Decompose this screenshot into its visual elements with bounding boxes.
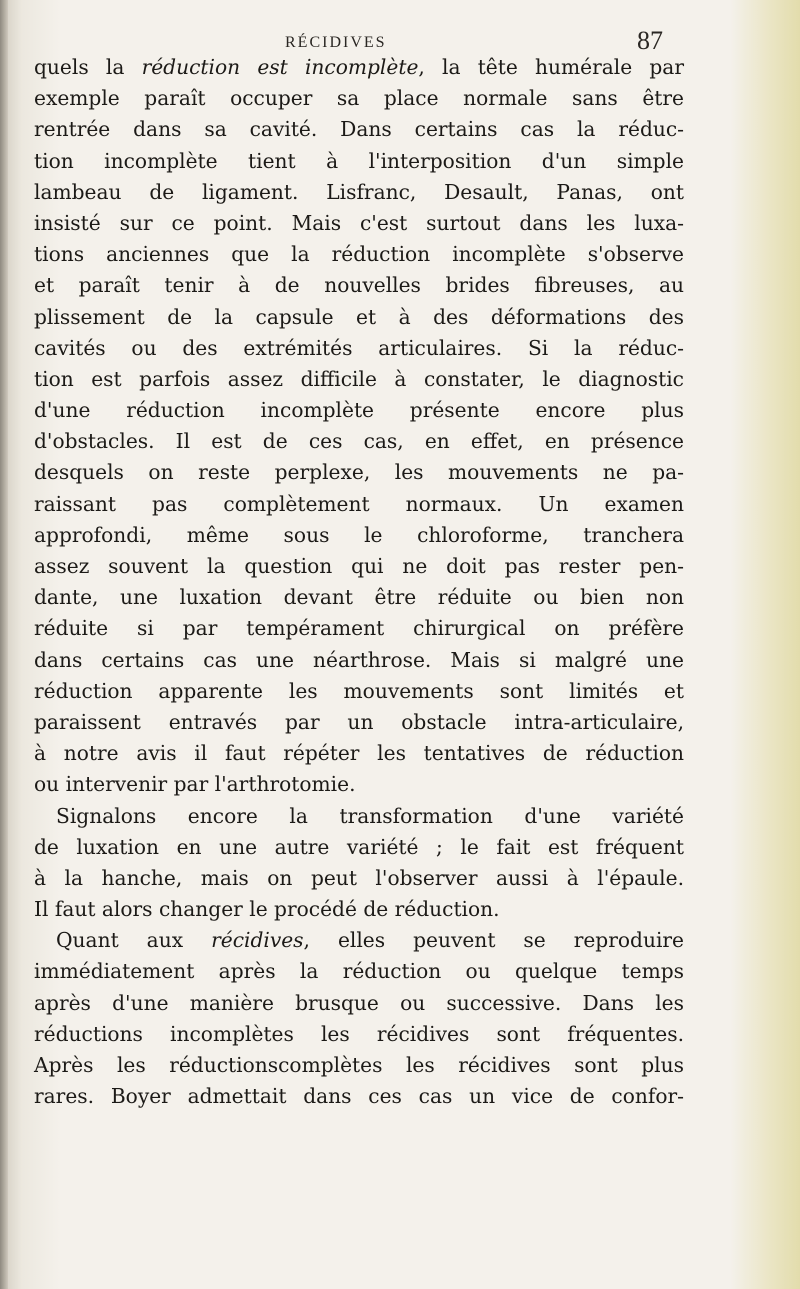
text-line (34, 177, 684, 208)
text-line (34, 832, 684, 863)
text-line (34, 52, 684, 83)
text-segment: récidives (211, 928, 304, 953)
text-segment: raissant pas complètement normaux. Un examen (34, 491, 684, 516)
text-segment: réductions incomplètes les récidives sont fréquentes. (34, 1021, 684, 1046)
text-line (34, 83, 684, 114)
text-segment: exemple paraît occuper sa place normale sans être (34, 86, 684, 111)
text-segment: Signalons encore la transformation d'une variété (56, 803, 684, 828)
text-line (34, 426, 684, 457)
text-line (34, 489, 684, 520)
page-binding-edge (0, 0, 8, 1289)
text-segment: assez souvent la question qui ne doit pas rester pen- (34, 554, 684, 578)
text-line (34, 645, 684, 676)
text-line (34, 270, 684, 301)
text-segment: tion incomplète tient à l'interposition d'un simple (34, 148, 684, 173)
text-segment: Il faut alors changer le procédé de réduction. (34, 897, 500, 922)
text-segment: lambeau de ligament. Lisfranc, Desault, Panas, ont (34, 179, 684, 204)
text-line (34, 551, 684, 582)
text-segment: Après les réductionscomplètes les récidives sont plus (34, 1053, 684, 1077)
text-segment: tions anciennes que la réduction incomplète s'observe (34, 242, 684, 267)
text-segment: cavités ou des extrémités articulaires. Si la réduc- (34, 335, 684, 360)
text-line (34, 988, 684, 1019)
page-header (0, 12, 800, 55)
text-line (34, 676, 684, 707)
text-line (34, 863, 684, 894)
text-line (34, 146, 684, 177)
text-segment: d'une réduction incomplète présente encore plus (34, 398, 684, 423)
text-line (34, 1081, 684, 1112)
text-segment: dans certains cas une néarthrose. Mais si malgré une (34, 647, 684, 672)
text-segment: réduction est incomplète (141, 55, 419, 79)
text-segment: , la tête humérale par (418, 55, 684, 79)
text-line (34, 302, 684, 333)
text-segment: réduction apparente les mouvements sont limités et (34, 678, 684, 703)
text-line (34, 208, 684, 239)
text-segment: de luxation en une autre variété ; le fait est fréquent (34, 834, 684, 859)
text-line (34, 707, 684, 738)
text-segment: rentrée dans sa cavité. Dans certains cas la réduc- (34, 117, 684, 142)
text-line (34, 1050, 684, 1081)
text-segment: insisté sur ce point. Mais c'est surtout dans les luxa- (34, 210, 684, 235)
text-line (34, 894, 684, 925)
text-segment: immédiatement après la réduction ou quelque temps (34, 959, 684, 984)
text-line (34, 925, 684, 956)
text-segment: quels la (34, 55, 142, 79)
text-segment: desquels on reste perplexe, les mouvements ne pa- (34, 460, 684, 485)
text-line (34, 395, 684, 426)
text-line (34, 738, 684, 769)
text-segment: après d'une manière brusque ou successive. Dans les (34, 990, 684, 1015)
page-edge-shading (730, 0, 800, 1289)
text-line (34, 114, 684, 145)
text-segment: et paraît tenir à de nouvelles brides fibreuses, au (34, 273, 684, 298)
text-line (34, 582, 684, 613)
text-line (34, 520, 684, 551)
text-segment: tion est parfois assez difficile à constater, le diagnostic (34, 366, 684, 391)
page-number: 87 (637, 26, 663, 55)
text-line (34, 801, 684, 832)
text-segment: ou intervenir par l'arthrotomie. (34, 772, 356, 797)
text-line (34, 457, 684, 488)
text-line (34, 333, 684, 364)
text-segment: plissement de la capsule et à des déformations des (34, 304, 684, 329)
text-segment: , elles peuvent se reproduire (303, 928, 684, 953)
text-line (34, 613, 684, 644)
text-segment: dante, une luxation devant être réduite ou bien non (34, 585, 684, 610)
text-segment: paraissent entravés par un obstacle intra-articulaire, (34, 709, 684, 734)
text-segment: à notre avis il faut répéter les tentatives de réduction (34, 741, 684, 766)
text-segment: Quant aux (56, 928, 212, 953)
text-segment: réduite si par tempérament chirurgical on préfère (34, 616, 684, 641)
text-line (34, 769, 684, 800)
text-segment: d'obstacles. Il est de ces cas, en effet, en présence (34, 429, 684, 454)
text-line (34, 364, 684, 395)
running-title: RÉCIDIVES (285, 34, 387, 51)
text-line (34, 239, 684, 270)
text-segment: à la hanche, mais on peut l'observer aussi à l'épaule. (34, 865, 684, 890)
text-segment: rares. Boyer admettait dans ces cas un vice de confor- (34, 1084, 684, 1109)
body-text (34, 52, 684, 1112)
text-line (34, 1019, 684, 1050)
text-line (34, 956, 684, 987)
text-segment: approfondi, même sous le chloroforme, tranchera (34, 522, 684, 547)
